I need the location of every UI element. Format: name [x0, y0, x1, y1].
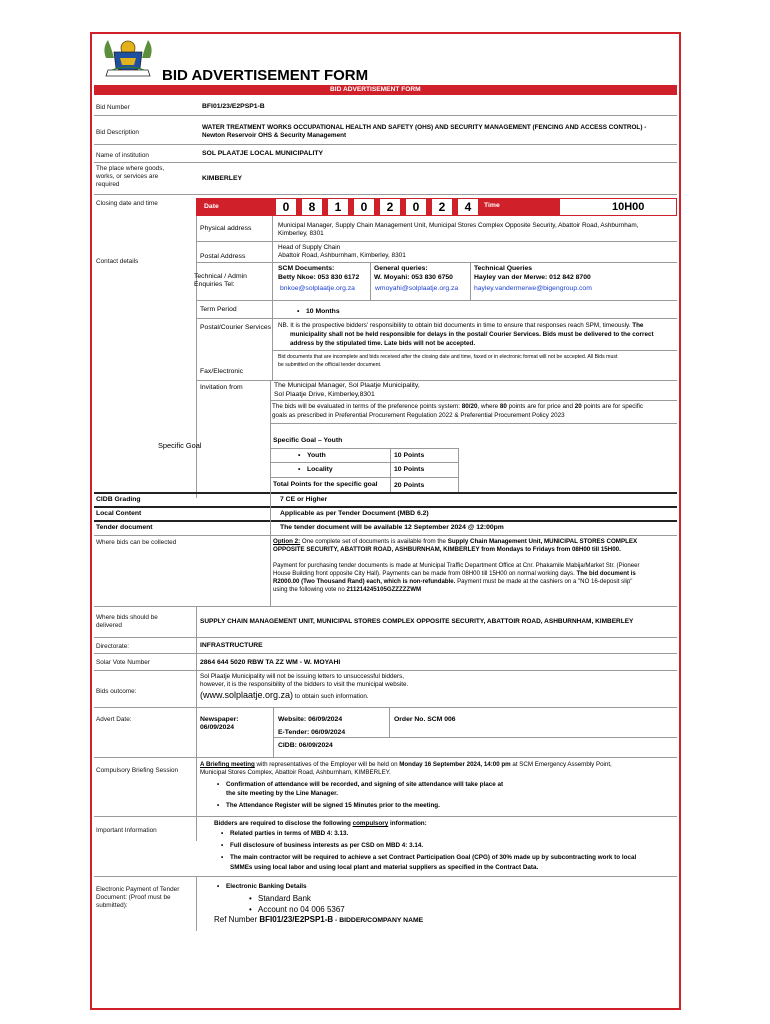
fax-line2: be submitted on the official tender document. [278, 362, 382, 368]
technical-name: Hayley van der Merwe: 012 842 8700 [474, 274, 591, 281]
postal-label: Postal Address [200, 253, 246, 260]
briefing-line1: A Briefing meeting with representatives of the Employer will be held on Monday 16 September 2024, 14:00 pm at SCM Emergency Assembly Point, [200, 761, 612, 768]
tender-document-value: The tender document will be available 12 September 2024 @ 12:00pm [280, 524, 504, 531]
outcome-line2: however, it is the responsibility of the bidders to visit the municipal website. [200, 681, 409, 688]
evaluation-line1: The bids will be evaluated in terms of the preference points system: 80/20, where 80 points are for price and 20 points are for specific [272, 403, 644, 410]
general-title: General queries: [374, 265, 428, 272]
payment-label-3: submitted): [96, 902, 128, 909]
nb-line2: municipality shall not be held responsible for delays in the postal/ Courier Services. Bids must be delivered to the correct [290, 331, 654, 338]
option-line2: OPPOSITE SECURITY, ABATTOIR ROAD, ASHBURNHAM, KIMBERLEY from Mondays to Fridays from 08H00 till 15H00. [273, 546, 621, 553]
date-digit: 0 [354, 199, 374, 215]
physical-label: Physical address [200, 225, 252, 232]
bid-description-line2: Newton Reservoir OHS & Security Management [202, 132, 347, 139]
term-value: • 10 Months [306, 308, 340, 316]
account-number: • Account no 04 006 5367 [258, 905, 345, 915]
place-label-1: The place where goods, [96, 165, 165, 172]
cidb-value: 7 CE or Higher [280, 496, 328, 503]
payment-line4: using the following vote no 211214245105GZZZZZWM [273, 586, 422, 593]
order-number: Order No. SCM 006 [394, 716, 456, 723]
payment-line1: Payment for purchasing tender documents is made at Municipal Traffic Department Office at Cnr. Phakamile Mabija/Market Str. (Pioneer [273, 562, 640, 569]
outcome-line3: (www.solplaatje.org.za) to obtain such information. [200, 690, 369, 700]
total-points-value: 20 Points [394, 482, 425, 489]
delivered-value: SUPPLY CHAIN MANAGEMENT UNIT, MUNICIPAL STORES COMPLEX OPPOSITE SECURITY, ABATTOIR ROAD, ASHBURNHAM, KIMBERLEY [200, 618, 634, 625]
important-label: Important Information [96, 827, 157, 834]
directorate-label: Directorate: [96, 643, 130, 650]
important-item-3b: SMMEs using local labor and using local plant and material suppliers as specified in the Contract Data. [230, 864, 539, 871]
postal-courier-label: Postal/Courier Services [200, 324, 272, 331]
vote-value: 2864 644 5020 RBW TA ZZ WM - W. MOYAHI [200, 659, 341, 666]
date-digit: 1 [328, 199, 348, 215]
vote-label: Solar Vote Number [96, 659, 150, 666]
collect-label: Where bids can be collected [96, 539, 177, 546]
banner-title: BID ADVERTISEMENT FORM [330, 86, 421, 93]
reference-number: Ref Number BFI01/23/E2PSP1-B - BIDDER/COMPANY NAME [214, 915, 424, 924]
scm-email-link[interactable]: bnkoe@solplaatje.org.za [280, 285, 355, 292]
newspaper-label: Newspaper: [200, 716, 239, 723]
bid-number-value: BFI01/23/E2PSP1-B [202, 103, 265, 110]
time-value: 10H00 [612, 201, 645, 213]
payment-line3: R2000.00 (Two Thousand Rand) each, which is non-refundable. Payment must be made at the cashiers on a "NO 16-deposit slip" [273, 578, 633, 585]
place-label-2: works, or services are [96, 173, 159, 180]
newspaper-date: 06/09/2024 [200, 724, 235, 731]
outcome-label: Bids outcome: [96, 688, 137, 695]
youth-points: 10 Points [394, 452, 425, 459]
invitation-line1: The Municipal Manager, Sol Plaatje Municipality, [274, 382, 420, 389]
bid-description-line1: WATER TREATMENT WORKS OCCUPATIONAL HEALTH AND SAFETY (OHS) AND SECURITY MANAGEMENT (FENCING AND ACCESS CONTROL) - [202, 124, 647, 131]
date-digit: 4 [458, 199, 478, 215]
payment-label-1: Electronic Payment of Tender [96, 886, 180, 893]
local-content-label: Local Content [96, 510, 142, 517]
delivered-label-1: Where bids should be [96, 614, 158, 621]
locality-label: • Locality [307, 466, 333, 474]
place-label-3: required [96, 181, 120, 188]
date-digit: 0 [276, 199, 296, 215]
cidb-label: CIDB Grading [96, 496, 141, 503]
important-intro: Bidders are required to disclose the following compulsory information: [214, 820, 427, 827]
banking-title: • Electronic Banking Details [226, 883, 307, 891]
physical-line2: Kimberley, 8301 [278, 230, 324, 237]
payment-line2: House Building front opposite City Hall). Payments can be made from 08H00 till 15H00 on normal working days. The bid document is [273, 570, 636, 577]
date-digit: 8 [302, 199, 322, 215]
general-name: W. Moyahi: 053 830 6750 [374, 274, 453, 281]
fax-label: Fax/Electronic [200, 368, 244, 375]
website-date: Website: 06/09/2024 [278, 716, 343, 723]
term-label: Term Period [200, 306, 237, 313]
place-value: KIMBERLEY [202, 175, 243, 182]
tech-label-2: Enquiries Tel: [194, 281, 235, 288]
technical-email-link[interactable]: hayley.vandermerwe@bigengroup.com [474, 285, 592, 292]
scm-title: SCM Documents: [278, 265, 335, 272]
important-item-2: • Full disclosure of business interests as per CSD on MBD 4: 3.14. [230, 842, 423, 850]
total-points-label: Total Points for the specific goal [273, 481, 378, 488]
briefing-bullet-1a: • Confirmation of attendance will be recorded, and signing of site attendance will take place at [226, 781, 503, 789]
briefing-label: Compulsory Briefing Session [96, 767, 179, 774]
institution-label: Name of institution [96, 152, 149, 159]
general-email-link[interactable]: wmoyahi@solplaatje.org.za [375, 285, 459, 292]
date-digit: 0 [406, 199, 426, 215]
scm-name: Betty Nkoe: 053 830 6172 [278, 274, 360, 281]
tender-document-label: Tender document [96, 524, 153, 531]
physical-line1: Municipal Manager, Supply Chain Management Unit, Municipal Stores Complex Opposite Security, Abattoir Road, Ashburnham, [278, 222, 639, 229]
important-item-1: • Related parties in terms of MBD 4: 3.13. [230, 830, 348, 838]
etender-date: E-Tender: 06/09/2024 [278, 729, 346, 736]
briefing-bullet-1b: the site meeting by the Line Manager. [226, 790, 338, 797]
time-label: Time [484, 202, 500, 209]
locality-points: 10 Points [394, 466, 425, 473]
specific-goal-label: Specific Goal [158, 441, 202, 450]
date-digit: 2 [380, 199, 400, 215]
technical-title: Technical Queries [474, 265, 533, 272]
local-content-value: Applicable as per Tender Document (MBD 6.2) [280, 510, 429, 517]
payment-label-2: Document: (Proof must be [96, 894, 171, 901]
option-line1: Option 2: One complete set of documents is available from the Supply Chain Management Unit, MUNICIPAL STORES COMPLEX [273, 538, 638, 545]
bank-name: • Standard Bank [258, 894, 311, 904]
fax-line1: Bid documents that are incomplete and bids received after the closing date and time, faxed or in electronic format will not be accepted. All Bids must [278, 354, 618, 360]
nb-line1: NB. It is the prospective bidders' responsibility to obtain bid documents in time to ensure that responses reach SPM, timeously. The [278, 322, 644, 329]
date-label: Date [204, 203, 219, 210]
postal-line1: Head of Supply Chain [278, 244, 341, 251]
cidb-date: CIDB: 06/09/2024 [278, 742, 333, 749]
directorate-value: INFRASTRUCTURE [200, 642, 263, 649]
briefing-bullet-2: • The Attendance Register will be signed 15 Minutes prior to the meeting. [226, 802, 440, 810]
form-title: BID ADVERTISEMENT FORM [162, 67, 369, 84]
municipal-crest-logo [100, 34, 156, 80]
delivered-label-2: delivered [96, 622, 122, 629]
closing-label: Closing date and time [96, 200, 158, 207]
briefing-line2: Municipal Stores Complex, Abattoir Road, Ashburnham, KIMBERLEY. [200, 769, 391, 776]
invitation-label: Invitation from [200, 384, 243, 391]
date-digit: 2 [432, 199, 452, 215]
tech-label-1: Technical / Admin [194, 273, 247, 280]
evaluation-line2: goals as prescribed in Preferential Procurement Regulation 2022 & Preferential Procurement Policy 2023 [272, 412, 565, 419]
outcome-line1: Sol Plaatje Municipality will not be issuing letters to unsuccessful bidders, [200, 673, 405, 680]
bid-number-label: Bid Number [96, 104, 130, 111]
contact-label: Contact details [96, 258, 139, 265]
youth-label: • Youth [307, 452, 326, 460]
invitation-line2: Sol Plaatje Drive, Kimberley,8301 [274, 391, 375, 398]
advert-label: Advert Date: [96, 716, 132, 723]
nb-line3: address by the stipulated time. Late bids will not be accepted. [290, 340, 476, 347]
postal-line2: Abattoir Road, Ashburnham, Kimberley, 8301 [278, 252, 406, 259]
goal-title: Specific Goal – Youth [273, 437, 343, 444]
institution-value: SOL PLAATJE LOCAL MUNICIPALITY [202, 150, 324, 157]
important-item-3a: • The main contractor will be required to achieve a set Contract Participation Goal (CPG) of 30% made up by subcontracting work to local [230, 854, 636, 862]
bid-description-label: Bid Description [96, 129, 139, 136]
